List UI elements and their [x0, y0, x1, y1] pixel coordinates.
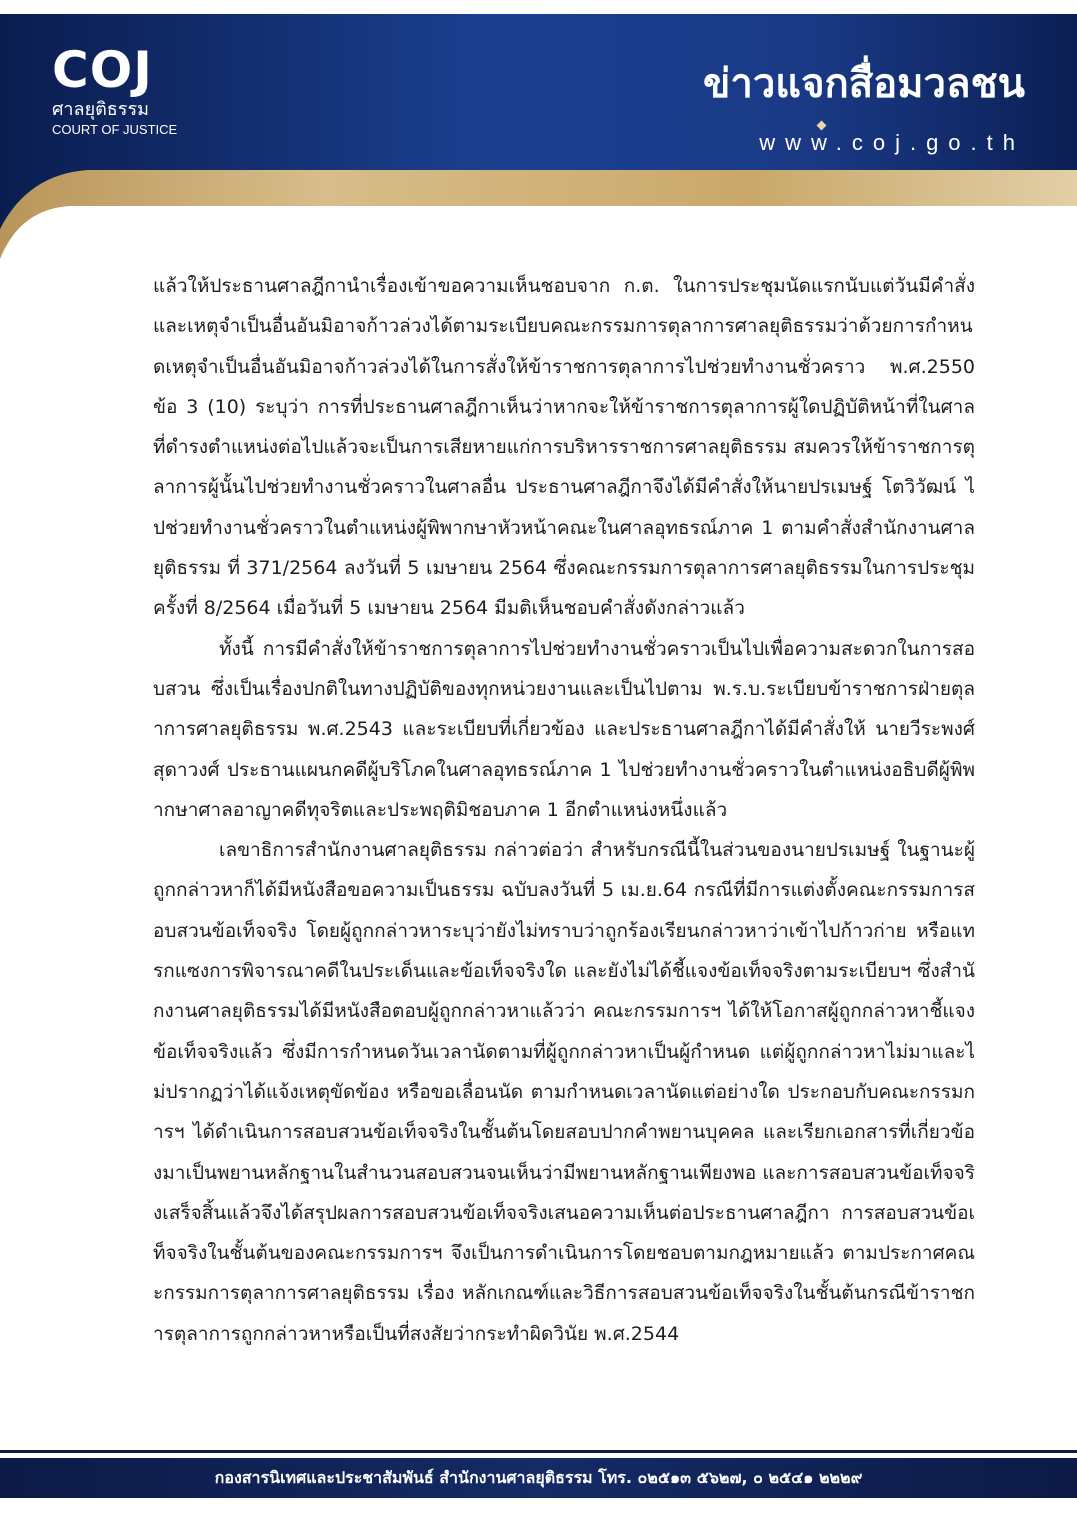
header-banner [0, 14, 1077, 264]
paragraph-3: เลขาธิการสำนักงานศาลยุติธรรม กล่าวต่อว่า สำหรับกรณีนี้ในส่วนของนายปรเมษฐ์ ในฐานะผู้ถูกกล่าวหาก็ได้มีหนังสือขอความเป็นธรรม ฉบับลงวันที่ 5 เม.ย.64 กรณีที่มีการแต่งตั้งคณะกรรมการสอบสวนข้อเท็จจริง โดยผู้ถูกกล่าวหาระบุว่ายังไม่ทราบว่าถูกร้องเรียนกล่าวหาว่าเข้าไปก้าวก่าย หรือแทรกแซงการพิจารณาคดีในประเด็นและข้อเท็จจริงใด และยังไม่ได้ชี้แจงข้อเท็จจริงตามระเบียบฯ ซึ่งสำนักงานศาลยุติธรรมได้มีหนังสือตอบผู้ถูกกล่าวหาแล้วว่า คณะกรรมการฯ ได้ให้โอกาสผู้ถูกกล่าวหาชี้แจงข้อเท็จจริงแล้ว ซึ่งมีการกำหนดวันเวลานัดตามที่ผู้ถูกกล่าวหาเป็นผู้กำหนด แต่ผู้ถูกกล่าวหาไม่มาและไม่ปรากฏว่าได้แจ้งเหตุขัดข้อง หรือขอเลื่อนนัด ตามกำหนดเวลานัดแต่อย่างใด ประกอบกับคณะกรรมการฯ ได้ดำเนินการสอบสวนข้อเท็จจริงในชั้นต้นโดยสอบปากคำพยานบุคคล และเรียกเอกสารที่เกี่ยวข้องมาเป็นพยานหลักฐานในสำนวนสอบสวนจนเห็นว่ามีพยานหลักฐานเพียงพอ และการสอบสวนข้อเท็จจริงเสร็จสิ้นแล้วจึงได้สรุปผลการสอบสวนข้อเท็จจริงเสนอความเห็นต่อประธานศาลฎีกา การสอบสวนข้อเท็จจริงในชั้นต้นของคณะกรรมการฯ จึงเป็นการดำเนินการโดยชอบตามกฎหมายแล้ว ตามประกาศคณะกรรมการตุลาการศาลยุติธรรม เรื่อง หลักเกณฑ์และวิธีการสอบสวนข้อเท็จจริงในชั้นต้นกรณีข้าราชการตุลาการถูกกล่าวหาหรือเป็นที่สงสัยว่ากระทำผิดวินัย พ.ศ.2544 [153, 839, 975, 1345]
article-body [153, 266, 975, 1354]
header-title: ข่าวแจกสื่อมวลชน [703, 61, 1025, 107]
logo-thai-text: ศาลยุติธรรม [52, 99, 149, 120]
coj-logo [52, 41, 202, 138]
paragraph-1: แล้วให้ประธานศาลฎีกานำเรื่องเข้าขอความเห็นชอบจาก ก.ต. ในการประชุมนัดแรกนับแต่วันมีคำสั่ง และเหตุจำเป็นอื่นอันมิอาจก้าวล่วงได้ตามระเบียบคณะกรรมการตุลาการศาลยุติธรรมว่าด้วยการกำหนดเหตุจำเป็นอื่นอันมิอาจก้าวล่วงได้ในการสั่งให้ข้าราชการตุลาการไปช่วยทำงานชั่วคราว พ.ศ.2550 ข้อ 3 (10) ระบุว่า การที่ประธานศาลฎีกาเห็นว่าหากจะให้ข้าราชการตุลาการผู้ใดปฏิบัติหน้าที่ในศาลที่ดำรงตำแหน่งต่อไปแล้วจะเป็นการเสียหายแก่การบริหารราชการศาลยุติธรรม สมควรให้ข้าราชการตุลาการผู้นั้นไปช่วยทำงานชั่วคราวในศาลอื่น ประธานศาลฎีกาจึงได้มีคำสั่งให้นายปรเมษฐ์ โตวิวัฒน์ ไปช่วยทำงานชั่วคราวในตำแหน่งผู้พิพากษาหัวหน้าคณะในศาลอุทธรณ์ภาค 1 ตามคำสั่งสำนักงานศาลยุติธรรม ที่ 371/2564 ลงวันที่ 5 เมษายน 2564 ซึ่งคณะกรรมการตุลาการศาลยุติธรรมในการประชุมครั้งที่ 8/2564 เมื่อวันที่ 5 เมษายน 2564 มีมติเห็นชอบคำสั่งดังกล่าวแล้ว [153, 275, 975, 620]
footer-divider [0, 1450, 1077, 1453]
paragraph-2: ทั้งนี้ การมีคำสั่งให้ข้าราชการตุลาการไปช่วยทำงานชั่วคราวเป็นไปเพื่อความสะดวกในการสอบสวน ซึ่งเป็นเรื่องปกติในทางปฏิบัติของทุกหน่วยงานและเป็นไปตาม พ.ร.บ.ระเบียบข้าราชการฝ่ายตุลาการศาลยุติธรรม พ.ศ.2543 และระเบียบที่เกี่ยวข้อง และประธานศาลฎีกาได้มีคำสั่งให้ นายวีระพงศ์ สุดาวงศ์ ประธานแผนกคดีผู้บริโภคในศาลอุทธรณ์ภาค 1 ไปช่วยทำงานชั่วคราวในตำแหน่งอธิบดีผู้พิพากษาศาลอาญาคดีทุจริตและประพฤติมิชอบภาค 1 อีกตำแหน่งหนึ่งแล้ว [153, 637, 975, 821]
footer-bar [0, 1458, 1077, 1498]
logo-mark: COJ [52, 41, 153, 99]
logo-english-text: COURT OF JUSTICE [52, 122, 178, 137]
footer-contact-text: กองสารนิเทศและประชาสัมพันธ์ สำนักงานศาลยุติธรรม โทร. ๐๒๕๑๓ ๕๖๒๗, ๐ ๒๕๔๑ ๒๒๒๙ [214, 1468, 863, 1487]
header-url: www.coj.go.th [759, 130, 1025, 155]
